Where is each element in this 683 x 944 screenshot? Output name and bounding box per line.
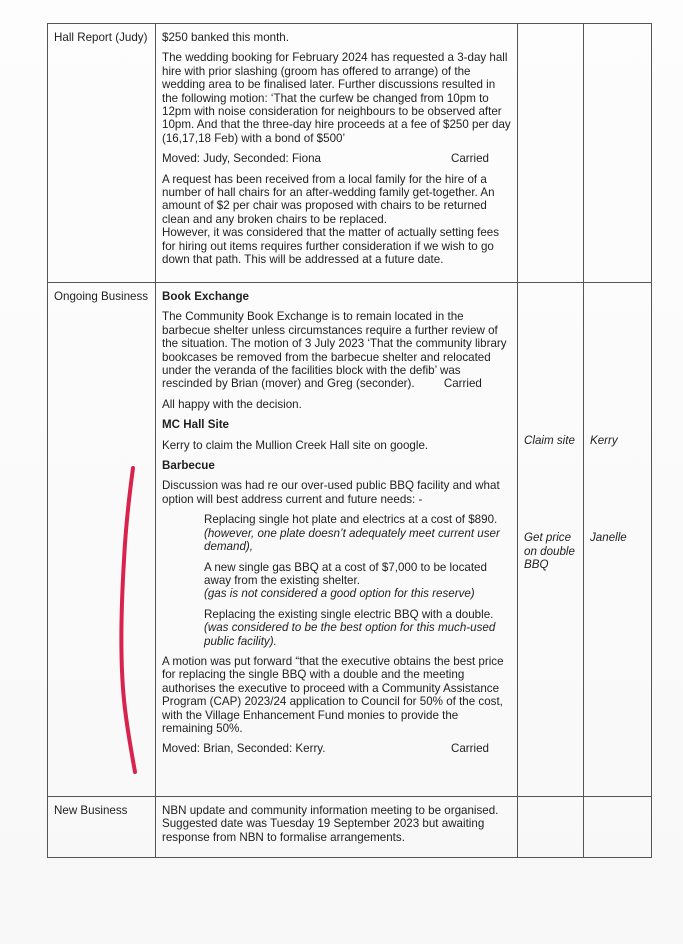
bbq-option-text: A new single gas BBQ at a cost of $7,000 to be located away from the existing shelter. — [204, 560, 487, 587]
paragraph: However, it was considered that the matter of actually setting fees for hiring out items requires further consideration if we wish to go down that path. This will be addressed at a future date. — [162, 226, 500, 267]
motion-result: Carried — [450, 152, 489, 166]
paragraph: A request has been received from a local family for the hire of a number of hall chairs for an after-wedding family get-together. An amount of $2 per chair was proposed with chairs to be returned clean and any broken chairs to be replaced. — [162, 172, 495, 226]
table-row — [48, 24, 652, 283]
bbq-option-note: (however, one plate doesn’t adequately meet current user demand), — [204, 526, 500, 554]
action-cell — [518, 24, 584, 283]
moved-line — [162, 152, 511, 165]
paragraph: $250 banked this month. — [162, 31, 289, 44]
table-row — [48, 797, 652, 858]
paragraph: Discussion was had re our over-used public BBQ facility and what option will best address current and future needs: - — [162, 479, 500, 506]
bbq-option-note: (gas is not considered a good option for this reserve) — [204, 587, 475, 601]
person-cell — [584, 283, 652, 797]
book-exchange-text: The Community Book Exchange is to remain located in the barbecue shelter unless circumstances require a further review of the situation. The motion of 3 July 2023 ‘That the community library bookcases be removed from the barbecue shelter and relocated under the veranda of the facilities block with the defib’ was rescinded by Brian (mover) and Greg (seconder). — [162, 310, 507, 391]
action-cell — [518, 797, 584, 858]
person-janelle: Janelle — [590, 531, 627, 545]
bbq-option-note: (was considered to be the best option for this much-used public facility). — [204, 621, 496, 648]
table-row — [48, 283, 652, 797]
paragraph: Kerry to claim the Mullion Creek Hall site on google. — [162, 438, 429, 452]
action-claim-site: Claim site — [524, 434, 575, 447]
bbq-option — [204, 608, 511, 648]
minutes-table — [47, 23, 652, 858]
person-cell — [584, 797, 652, 858]
bbq-option-text: Replacing single hot plate and electrics at a cost of $890. — [204, 513, 498, 527]
motion-result: Carried — [450, 742, 489, 756]
moved-seconded: Moved: Judy, Seconded: Fiona — [162, 152, 321, 166]
section-content — [156, 283, 518, 797]
paragraph: NBN update and community information meeting to be organised. Suggested date was Tuesday 19 September 2023 but awaiting response from NBN to formalise arrangements. — [162, 804, 499, 844]
subheading-book-exchange: Book Exchange — [162, 290, 249, 303]
bbq-option — [204, 513, 511, 553]
motion-result: Carried — [443, 377, 482, 391]
section-content — [156, 797, 518, 858]
moved-line — [162, 742, 511, 755]
bbq-option — [204, 561, 511, 601]
subheading-mc-hall-site: MC Hall Site — [162, 418, 229, 432]
person-cell — [584, 24, 652, 283]
subheading-barbecue: Barbecue — [162, 459, 215, 473]
paragraph: The wedding booking for February 2024 has requested a 3-day hall hire with prior slashing (groom has offered to arrange) of the wedding area to be finalised later. Further discussions resulted in the following motion: ‘That the curfew be changed from 10pm to 12pm with noise consideration for neighbours to be observed after 10pm. And that the three-day hire proceeds at a fee of $250 per day (16,17,18 Feb) with a bond of $500’ — [162, 51, 511, 145]
bbq-option-text: Replacing the existing single electric BBQ with a double. — [204, 607, 494, 621]
section-content — [156, 24, 518, 283]
section-label: New Business — [48, 797, 156, 858]
paragraph: A motion was put forward “that the executive obtains the best price for replacing the single BBQ with a double and the meeting authorises the executive to proceed with a Community Assistance Program (CAP) 2023/24 application to Council for 50% of the cost, with the Village Enhancement Fund monies to provide the remaining 50%. — [162, 654, 504, 735]
action-get-price: Get price on double BBQ — [524, 531, 575, 572]
section-label: Ongoing Business — [48, 283, 156, 797]
paragraph: All happy with the decision. — [162, 397, 302, 411]
section-label: Hall Report (Judy) — [48, 24, 156, 283]
moved-seconded: Moved: Brian, Seconded: Kerry. — [162, 742, 326, 756]
action-cell — [518, 283, 584, 797]
person-kerry: Kerry — [590, 434, 618, 447]
paragraph — [162, 310, 511, 390]
